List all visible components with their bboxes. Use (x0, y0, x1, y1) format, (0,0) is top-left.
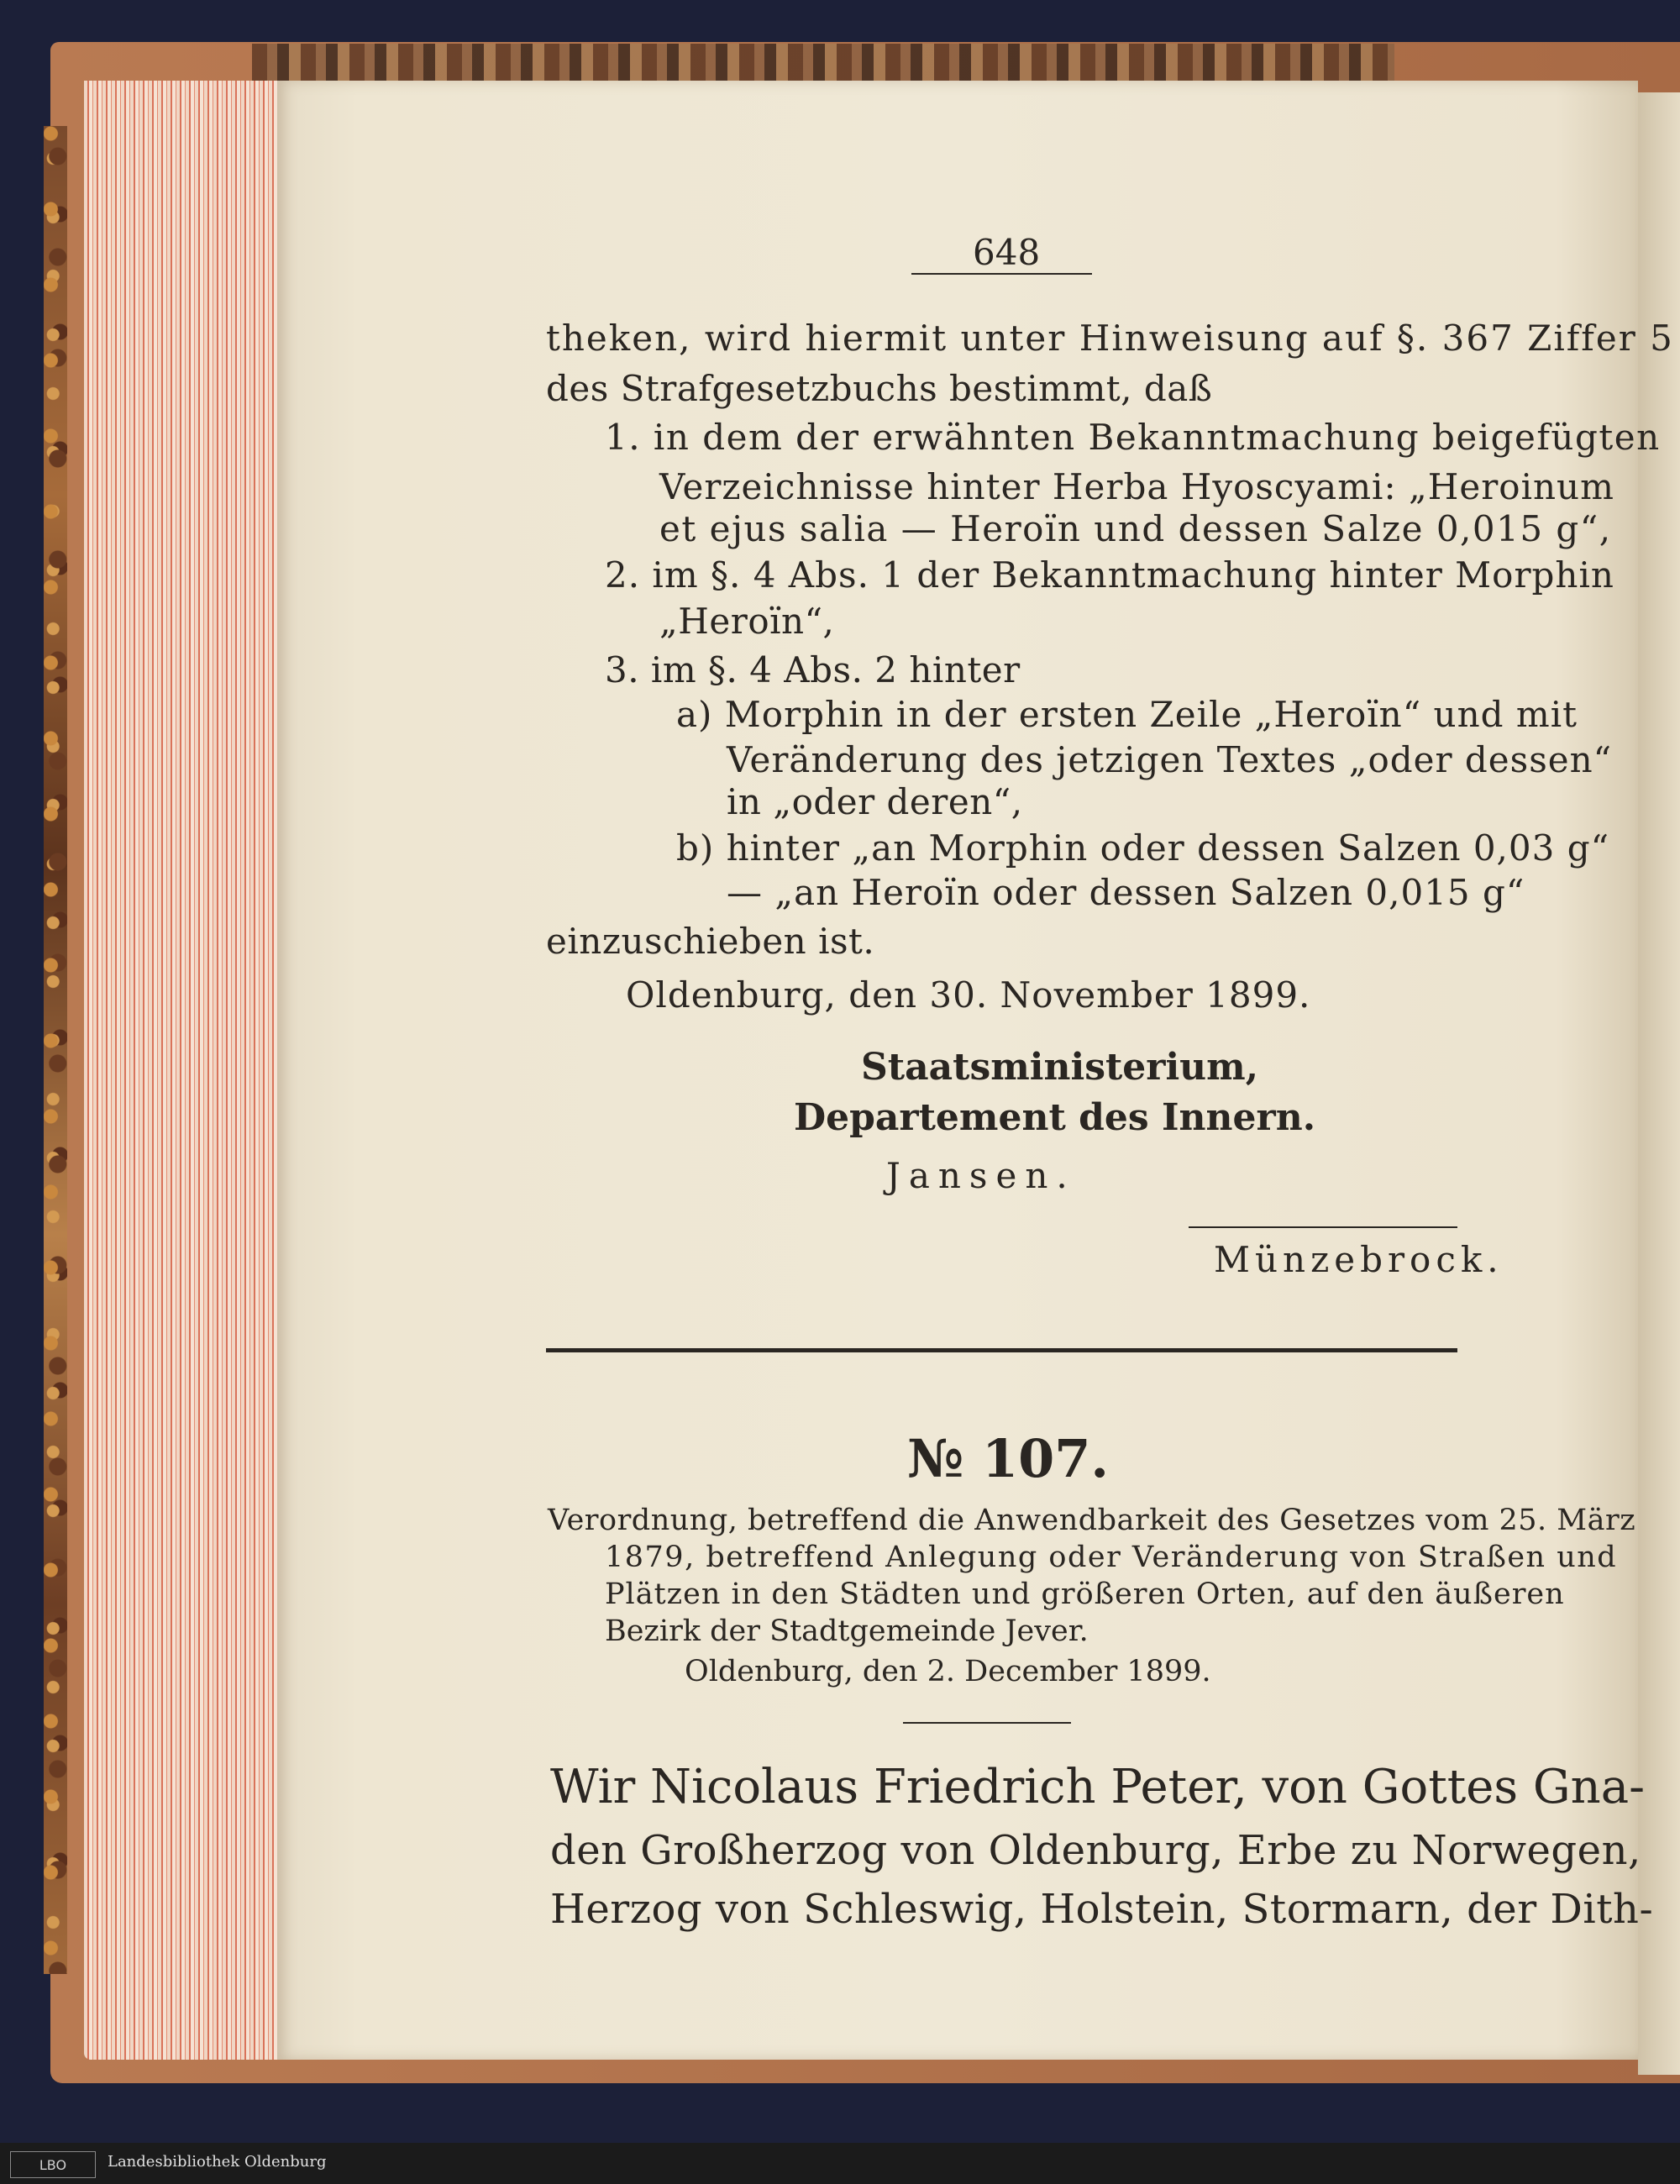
page-number: 648 (973, 232, 1041, 273)
body-line: des Strafgesetzbuchs bestimmt, daß (546, 368, 1213, 409)
section-title-line: Plätzen in den Städten und größeren Orten, auf den äußeren (605, 1578, 1565, 1611)
library-logo: LBO (10, 2151, 96, 2178)
preamble-line: den Großherzog von Oldenburg, Erbe zu Norwegen, (550, 1827, 1641, 1874)
body-line: — „an Heroïn oder dessen Salzen 0,015 g“ (727, 872, 1525, 913)
body-line: et ejus salia — Heroïn und dessen Salze 0,015 g“, (659, 508, 1612, 549)
viewer-footer (0, 2143, 1680, 2184)
preamble-line: Wir Nicolaus Friedrich Peter, von Gottes Gna- (550, 1760, 1646, 1814)
preamble-line: Herzog von Schleswig, Holstein, Stormarn, der Dith- (550, 1886, 1654, 1933)
page-edges (84, 81, 286, 2060)
section-date: Oldenburg, den 2. December 1899. (685, 1655, 1211, 1688)
body-line: a) Morphin in der ersten Zeile „Heroïn“ und mit (676, 694, 1578, 735)
signature-ministry: Staatsministerium, (861, 1046, 1259, 1089)
section-title-line: 1879, betreffend Anlegung oder Veränderung von Straßen und (605, 1541, 1618, 1574)
section-title-line: Bezirk der Stadtgemeinde Jever. (605, 1614, 1089, 1648)
body-line: „Heroïn“, (659, 601, 835, 642)
page-number-rule (911, 273, 1092, 275)
body-line: 3. im §. 4 Abs. 2 hinter (605, 649, 1021, 690)
document-date: Oldenburg, den 30. November 1899. (626, 974, 1311, 1016)
body-line: 1. in dem der erwähnten Bekanntmachung beigefügten (605, 417, 1661, 458)
signature-name: Jansen. (886, 1155, 1076, 1196)
signature-cosigner: Münzebrock. (1214, 1239, 1504, 1280)
body-line: theken, wird hiermit unter Hinweisung auf §. 367 Ziffer 5 (546, 318, 1674, 359)
section-number: № 107. (907, 1428, 1109, 1489)
marbled-spine (44, 126, 67, 1974)
library-name: Landesbibliothek Oldenburg (108, 2153, 327, 2171)
body-line: Veränderung des jetzigen Textes „oder dessen“ (727, 739, 1613, 780)
signature-rule (1189, 1226, 1457, 1228)
section-rule (903, 1722, 1071, 1724)
section-title-line: Verordnung, betreffend die Anwendbarkeit des Gesetzes vom 25. März (548, 1504, 1636, 1537)
body-line: Verzeichnisse hinter Herba Hyoscyami: „Heroinum (659, 466, 1614, 507)
signature-department: Departement des Innern. (794, 1096, 1316, 1139)
section-divider (546, 1348, 1457, 1352)
marbled-top-edge (252, 44, 1394, 81)
body-line: in „oder deren“, (727, 781, 1023, 822)
body-line: b) hinter „an Morphin oder dessen Salzen 0,03 g“ (676, 827, 1610, 869)
body-line: einzuschieben ist. (546, 921, 875, 962)
body-line: 2. im §. 4 Abs. 1 der Bekanntmachung hinter Morphin (605, 554, 1614, 596)
